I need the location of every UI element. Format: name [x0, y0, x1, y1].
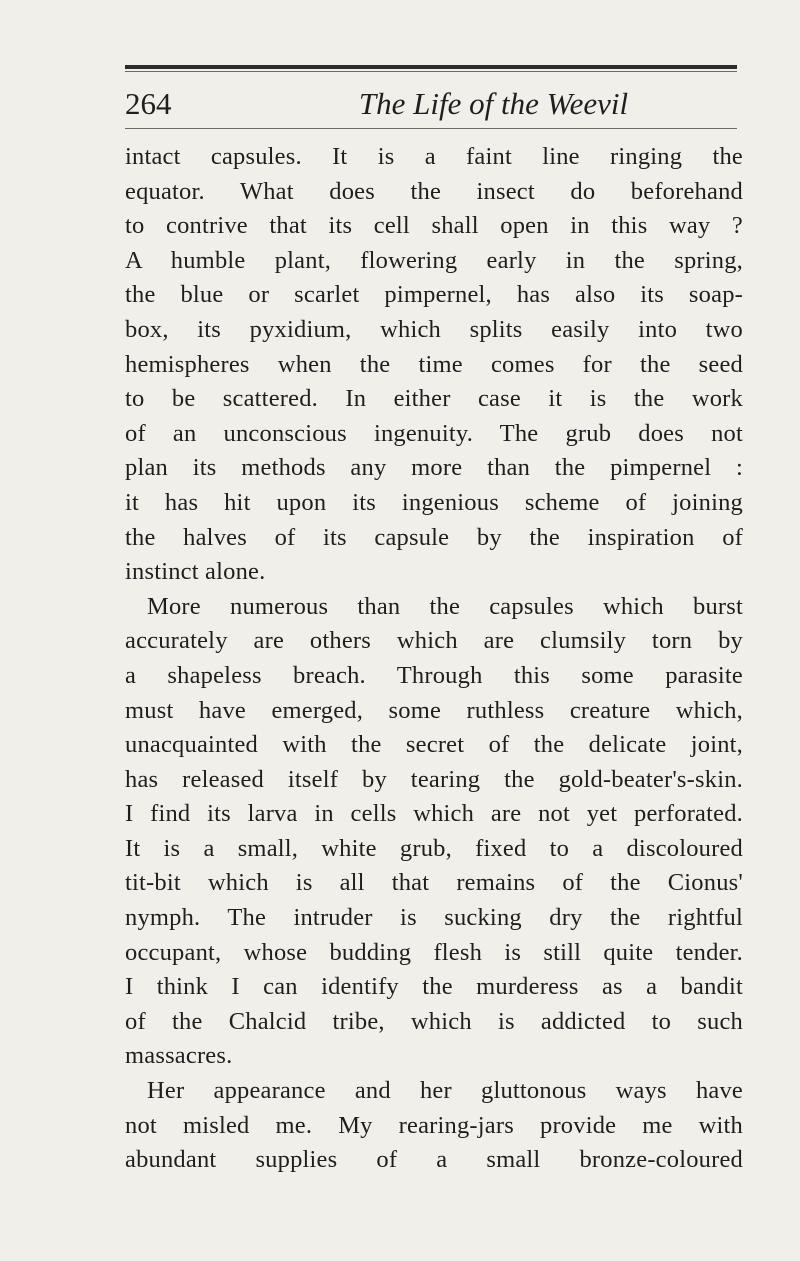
text-line: a shapeless breach. Through this some parasite: [125, 661, 743, 689]
text-line: nymph. The intruder is sucking dry the rightful: [125, 904, 743, 932]
running-head: [125, 84, 737, 124]
text-line: occupant, whose budding flesh is still quite tender.: [125, 938, 743, 966]
text-line: equator. What does the insect do beforehand: [125, 177, 743, 205]
text-line: Her appearance and her gluttonous ways have: [147, 1077, 743, 1105]
running-title: The Life of the Weevil: [358, 86, 629, 121]
text-line: intact capsules. It is a faint line ringing the: [125, 143, 743, 170]
text-line: the halves of its capsule by the inspiration of: [125, 523, 743, 551]
text-line: massacres.: [125, 1042, 233, 1070]
text-line: it has hit upon its ingenious scheme of joining: [125, 488, 743, 516]
text-line: More numerous than the capsules which burst: [147, 592, 743, 620]
text-line: It is a small, white grub, fixed to a discoloured: [125, 834, 743, 862]
text-line: must have emerged, some ruthless creature which,: [125, 696, 743, 724]
text-line: unacquainted with the secret of the delicate joint,: [125, 731, 743, 759]
text-line: box, its pyxidium, which splits easily into two: [125, 315, 743, 343]
text-line: instinct alone.: [125, 558, 266, 586]
text-line: I find its larva in cells which are not yet perforated.: [125, 800, 743, 828]
text-line: accurately are others which are clumsily torn by: [125, 627, 743, 655]
text-line: abundant supplies of a small bronze-coloured: [125, 1146, 743, 1174]
header-rule: [125, 128, 737, 129]
text-line: of the Chalcid tribe, which is addicted to such: [125, 1007, 743, 1035]
text-line: hemispheres when the time comes for the seed: [125, 350, 743, 378]
text-line: I think I can identify the murderess as a bandit: [125, 973, 743, 1001]
text-line: has released itself by tearing the gold-beater's-skin.: [125, 765, 743, 793]
text-line: plan its methods any more than the pimpernel :: [125, 454, 743, 482]
text-line: the blue or scarlet pimpernel, has also its soap-: [125, 281, 743, 309]
page-number: 264: [125, 86, 172, 121]
text-line: of an unconscious ingenuity. The grub does not: [125, 419, 743, 447]
top-rule-thick: [125, 65, 737, 69]
text-line: not misled me. My rearing-jars provide me with: [125, 1111, 743, 1139]
text-line: A humble plant, flowering early in the spring,: [125, 246, 743, 274]
text-line: tit-bit which is all that remains of the Cionus': [125, 869, 743, 897]
text-line: to contrive that its cell shall open in this way ?: [125, 212, 743, 240]
text-line: to be scattered. In either case it is the work: [125, 385, 743, 413]
top-rule-thin: [125, 71, 737, 72]
body-text: [125, 140, 743, 1178]
